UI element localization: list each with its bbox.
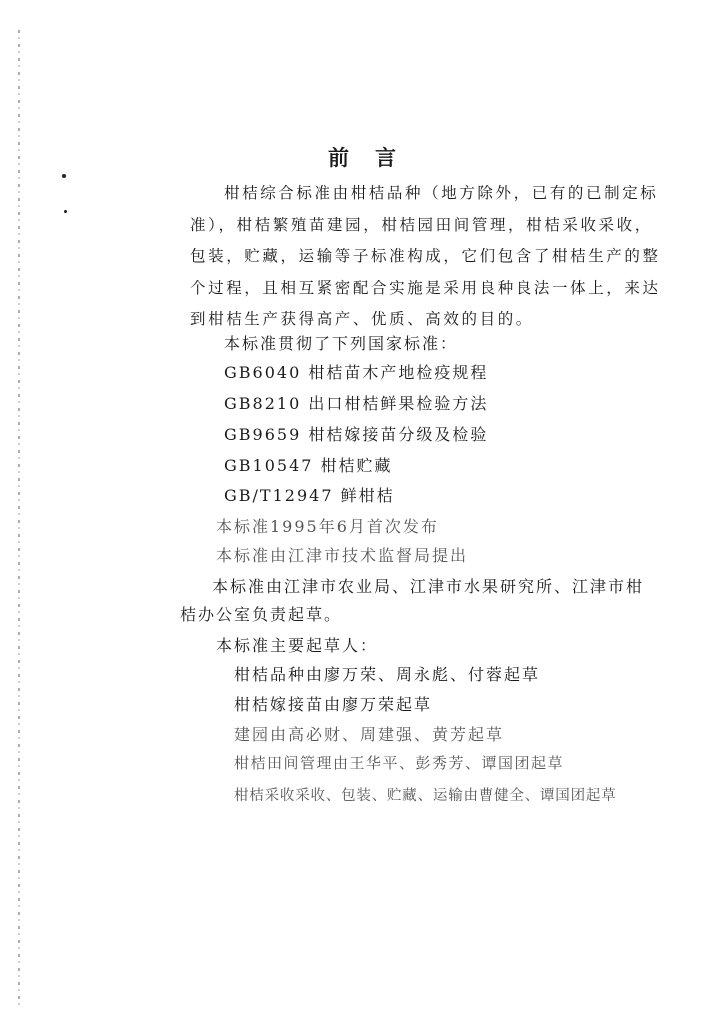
references-intro: 本标准贯彻了下列国家标准： [224,334,459,353]
drafting-unit-line: 桔办公室负责起草。 [180,605,343,624]
reference-item: GB9659 柑桔嫁接苗分级及检验 [224,425,489,444]
proposer-line: 本标准由江津市技术监督局提出 [216,546,469,565]
approval-line: 本标准1995年6月首次发布 [216,517,439,536]
reference-item: GB/T12947 鲜柑桔 [224,486,395,505]
drafters-intro: 本标准主要起草人： [216,636,379,655]
intro-paragraph: 柑桔综合标准由柑桔品种（地方除外，已有的已制定标准），柑桔繁殖苗建园，柑桔园田间管理，柑桔采收采收，包装，贮藏，运输等子标准构成，它们包含了柑桔生产的整个过程，且相互紧密配合实施是采用良种良法一体上，来达到柑桔生产获得高产、优质、高效的目的。 [190,184,661,328]
drafter-item: 建园由高必财、周建强、黄芳起草 [234,725,505,744]
scan-edge-artifact [18,30,20,1010]
scan-speck [64,210,67,213]
drafting-unit-line: 本标准由江津市农业局、江津市水果研究所、江津市柑 [212,577,645,596]
reference-item: GB6040 柑桔苗木产地检疫规程 [224,363,489,382]
drafter-item: 柑桔采收采收、包装、贮藏、运输由曹健全、谭国团起草 [234,788,617,804]
drafter-item: 柑桔田间管理由王华平、彭秀芳、谭国团起草 [234,754,565,772]
reference-item: GB10547 柑桔贮藏 [224,456,393,475]
reference-item: GB8210 出口柑桔鲜果检验方法 [224,394,489,413]
page-title: 前言 [328,145,422,170]
scan-speck [62,174,66,178]
drafter-item: 柑桔品种由廖万荣、周永彪、付蓉起草 [234,665,541,684]
drafter-item: 柑桔嫁接苗由廖万荣起草 [234,695,433,714]
